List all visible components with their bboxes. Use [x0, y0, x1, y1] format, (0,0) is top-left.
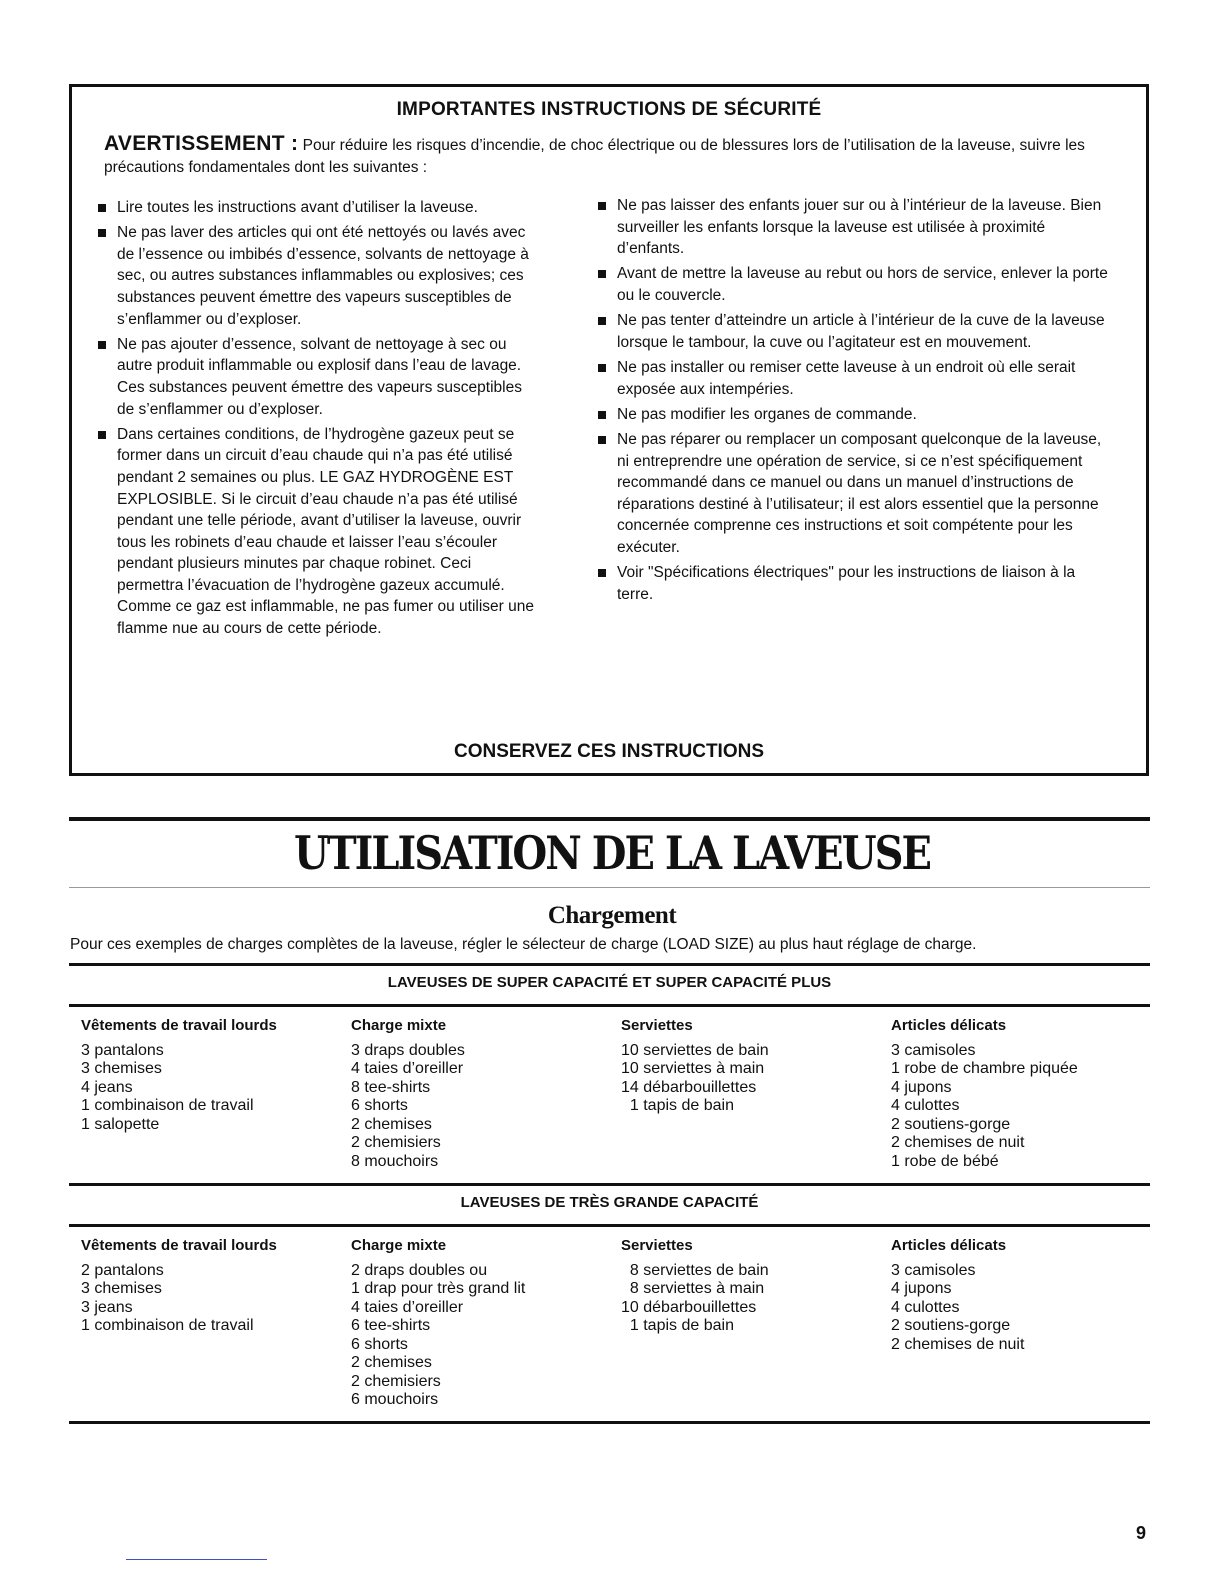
safety-item: Ne pas tenter d’atteindre un article à l’intérieur de la cuve de la laveuse lorsque le tambour, la cuve ou l’agitateur est en mouvement. — [598, 310, 1108, 353]
list-item: 2 soutiens-gorge — [891, 1317, 1011, 1334]
save-instructions-heading: CONSERVEZ CES INSTRUCTIONS — [453, 741, 765, 762]
list-item: 1 robe de bébé — [891, 1152, 999, 1170]
table1-top-rule — [69, 963, 1150, 966]
table1-heading: LAVEUSES DE SUPER CAPACITÉ ET SUPER CAPACITÉ PLUS — [387, 974, 832, 991]
list-item: 3 draps doubles — [351, 1041, 465, 1059]
list-item: 3 chemises — [81, 1280, 162, 1297]
list-item: 1 tapis de bain — [621, 1317, 734, 1334]
square-bullet-icon — [98, 204, 106, 212]
list-item: 10 serviettes de bain — [621, 1041, 769, 1059]
list-item: 2 chemisiers — [351, 1372, 441, 1390]
warning-paragraph — [104, 133, 1104, 179]
list-item: 4 jeans — [81, 1078, 133, 1096]
list-item: 2 chemises — [351, 1115, 432, 1133]
warning-text: Pour réduire les risques d’incendie, de choc électrique ou de blessures lors de l’utilisation de la laveuse, suivre les précautions fondamentales dont les suivantes : — [104, 137, 1085, 176]
square-bullet-icon — [598, 411, 606, 419]
list-item: 10 débarbouillettes — [621, 1298, 757, 1316]
table1-column-towels: Serviettes 10 serviettes de bain 10 serviettes à main 14 débarbouillettes 1 tapis de bain — [621, 1017, 769, 1114]
list-item: 3 jeans — [81, 1298, 133, 1316]
safety-item: Ne pas laver des articles qui ont été nettoyés ou lavés avec de l’essence ou imbibés d’essence, solvants de nettoyage à sec, ou autres substances inflammables ou explosives; ces substances peuvent émettre des vapeurs susceptibles de s’enflammer ou d’exploser. — [98, 222, 538, 330]
list-item: 1 drap pour très grand lit — [351, 1280, 526, 1297]
safety-item: Lire toutes les instructions avant d’utiliser la laveuse. — [98, 197, 538, 219]
square-bullet-icon — [598, 569, 606, 577]
list-item: 2 chemisiers — [351, 1134, 441, 1151]
safety-instructions-box — [69, 84, 1149, 776]
square-bullet-icon — [598, 317, 606, 325]
load-intro-text: Pour ces exemples de charges complètes de la laveuse, régler le sélecteur de charge (LOAD SIZE) au plus haut réglage de charge. — [70, 936, 977, 953]
safety-item: Ne pas ajouter d’essence, solvant de nettoyage à sec ou autre produit inflammable ou explosif dans l’eau de lavage. Ces substances peuvent émettre des vapeurs susceptibles de s’enflammer ou d’exploser. — [98, 334, 538, 420]
list-item: 2 draps doubles ou — [351, 1261, 488, 1279]
list-item: 4 jupons — [891, 1280, 952, 1297]
list-item: 2 soutiens-gorge — [891, 1115, 1011, 1133]
square-bullet-icon — [598, 364, 606, 372]
list-item: 8 serviettes à main — [621, 1280, 765, 1297]
safety-item: Ne pas laisser des enfants jouer sur ou à l’intérieur de la laveuse. Bien surveiller les enfants lorsque la laveuse est utilisée à proximité d’enfants. — [598, 195, 1108, 260]
section-top-rule — [69, 817, 1150, 821]
table2-header-rule — [69, 1224, 1150, 1227]
square-bullet-icon — [598, 270, 606, 278]
safety-title: IMPORTANTES INSTRUCTIONS DE SÉCURITÉ — [396, 99, 822, 120]
table1-column-mixed-load: Charge mixte 3 draps doubles 4 taies d’oreiller 8 tee-shirts 6 shorts 2 chemises 2 chemisiers 8 mouchoirs — [351, 1017, 465, 1170]
square-bullet-icon — [98, 229, 106, 237]
list-item: 2 pantalons — [81, 1261, 164, 1279]
square-bullet-icon — [98, 341, 106, 349]
square-bullet-icon — [598, 202, 606, 210]
page-number: 9 — [1136, 1523, 1147, 1543]
safety-item: Ne pas modifier les organes de commande. — [598, 404, 1108, 426]
table2-heading: LAVEUSES DE TRÈS GRANDE CAPACITÉ — [460, 1194, 759, 1211]
list-item: 10 serviettes à main — [621, 1060, 765, 1077]
list-item: 3 pantalons — [81, 1041, 164, 1059]
safety-item: Avant de mettre la laveuse au rebut ou hors de service, enlever la porte ou le couvercle. — [598, 263, 1108, 306]
table2-column-mixed-load: Charge mixte 2 draps doubles ou 1 drap pour très grand lit 4 taies d’oreiller 6 tee-shirts 6 shorts 2 chemises 2 chemisiers 6 mouchoirs — [351, 1237, 526, 1408]
safety-item: Ne pas réparer ou remplacer un composant quelconque de la laveuse, ni entreprendre une opération de service, si ce n’est spécifiquement recommandé dans ce manuel ou dans un manuel d’instructions de réparations destiné à l’utilisateur; il est alors essentiel que la personne concernée comprenne ces instructions et soit compétente pour les exécuter. — [598, 429, 1108, 559]
list-item: 14 débarbouillettes — [621, 1078, 757, 1096]
safety-list-left — [98, 197, 538, 643]
list-item: 1 tapis de bain — [621, 1097, 734, 1114]
table2-bottom-rule — [69, 1421, 1150, 1424]
list-item: 4 taies d’oreiller — [351, 1298, 464, 1316]
subsection-title: Chargement — [547, 902, 677, 929]
list-item: 2 chemises — [351, 1354, 432, 1371]
list-item: 3 camisoles — [891, 1261, 976, 1279]
square-bullet-icon — [98, 431, 106, 439]
list-item: 2 chemises de nuit — [891, 1335, 1025, 1353]
table1-column-delicates: Articles délicats 3 camisoles 1 robe de chambre piquée 4 jupons 4 culottes 2 soutiens-gorge 2 chemises de nuit 1 robe de bébé — [891, 1017, 1078, 1170]
list-item: 8 tee-shirts — [351, 1078, 431, 1096]
table2-column-delicates: Articles délicats 3 camisoles 4 jupons 4 culottes 2 soutiens-gorge 2 chemises de nuit — [891, 1237, 1025, 1353]
list-item: 6 mouchoirs — [351, 1391, 439, 1408]
list-item: 8 mouchoirs — [351, 1152, 439, 1170]
list-item: 4 culottes — [891, 1298, 960, 1316]
list-item: 4 taies d’oreiller — [351, 1060, 464, 1077]
list-item: 1 robe de chambre piquée — [891, 1060, 1078, 1077]
safety-list-right — [598, 195, 1108, 609]
safety-item: Voir "Spécifications électriques" pour les instructions de liaison à la terre. — [598, 562, 1108, 605]
list-item: 3 chemises — [81, 1060, 162, 1077]
list-item: 1 combinaison de travail — [81, 1097, 254, 1114]
square-bullet-icon — [598, 436, 606, 444]
list-item: 2 chemises de nuit — [891, 1134, 1025, 1151]
table2-column-heavy-work: Vêtements de travail lourds 2 pantalons 3 chemises 3 jeans 1 combinaison de travail — [81, 1237, 277, 1334]
section-divider — [69, 887, 1150, 888]
list-item: 1 salopette — [81, 1115, 160, 1133]
table1-column-heavy-work: Vêtements de travail lourds 3 pantalons 3 chemises 4 jeans 1 combinaison de travail 1 salopette — [81, 1017, 277, 1133]
safety-item: Ne pas installer ou remiser cette laveuse à un endroit où elle serait exposée aux intempéries. — [598, 357, 1108, 400]
list-item: 4 jupons — [891, 1078, 952, 1096]
table2-top-rule — [69, 1183, 1150, 1186]
list-item: 6 shorts — [351, 1335, 408, 1353]
list-item: 3 camisoles — [891, 1041, 976, 1059]
list-item: 6 shorts — [351, 1097, 408, 1114]
list-item: 1 combinaison de travail — [81, 1317, 254, 1334]
footer-link-line — [126, 1559, 267, 1560]
table1-header-rule — [69, 1004, 1150, 1007]
section-title: UTILISATION DE LA LAVEUSE — [294, 826, 930, 881]
list-item: 6 tee-shirts — [351, 1317, 431, 1334]
list-item: 4 culottes — [891, 1097, 960, 1114]
warning-label: AVERTISSEMENT : — [104, 132, 299, 155]
list-item: 8 serviettes de bain — [621, 1261, 769, 1279]
table2-column-towels: Serviettes 8 serviettes de bain 8 serviettes à main 10 débarbouillettes 1 tapis de bain — [621, 1237, 769, 1334]
safety-item: Dans certaines conditions, de l’hydrogène gazeux peut se former dans un circuit d’eau chaude qui n’a pas été utilisé pendant 2 semaines ou plus. LE GAZ HYDROGÈNE EST EXPLOSIBLE. Si le circuit d’eau chaude n’a pas été utilisé pendant une telle période, avant d’utiliser la laveuse, ouvrir tous les robinets d’eau chaude et laisser l’eau s’écouler pendant plusieurs minutes par chaque robinet. Ceci permettra l’évacuation de l’hydrogène gazeux accumulé. Comme ce gaz est inflammable, ne pas fumer ou utiliser une flamme nue au cours de cette période. — [98, 424, 538, 640]
